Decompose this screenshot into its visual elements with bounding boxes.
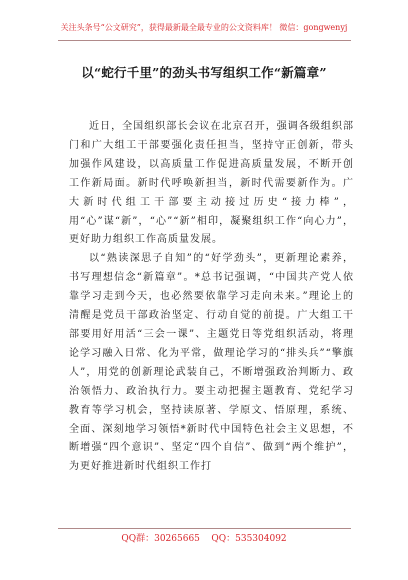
qq-label: QQ： [211, 534, 236, 544]
footer-divider [58, 528, 351, 529]
qq-group-number: 30265665 [154, 534, 200, 544]
header-divider [58, 40, 351, 41]
qq-group-label: QQ群： [121, 534, 155, 544]
body-paragraph-1: 近日，全国组织部长会议在北京召开，强调各级组织部门和广大组工干部要强化责任担当，坚持守正创新，带头加强作风建设，以高质量工作促进高质量发展，不断开创工作新局面。新时代呼唤新担当，新时代需要新作为。广大新时代组工干部要主动接过历史“接力棒”，用“心”谋“新”，“心”“新”相印，凝聚组织工作“向心力”，更好助力组织工作高质量发展。 [69, 121, 354, 246]
footer-contact [0, 532, 408, 546]
document-title: 以“蛇行千里”的劲头书写组织工作“新篇章” [81, 65, 327, 80]
qq-number: 535304092 [235, 534, 287, 544]
body-paragraph-2: 以“熟读深思子自知”的“好学劲头”，更新理论素养，书写理想信念“新篇章”。*总书记强调，“中国共产党人依靠学习走到今天，也必然要依靠学习走向未来。”理论上的清醒是党员干部政治坚定、行动自觉的前提。广大组工干部要用好用活“三会一课”、主题党日等党组织活动，将理论学习融入日常、化为平常，做理论学习的“排头兵”“擎旗人”，用党的创新理论武装自己，不断增强政治判断力、政治领悟力、政治执行力。要主动把握主题教育、党纪学习教育等学习机会，坚持读原著、学原文、悟原理，系统、全面、深刻地学习领悟*新时代中国特色社会主义思想，不断增强“四个意识”、坚定“四个自信”、做到“两个维护”，为更好推进新时代组织工作打 [69, 253, 354, 473]
document-body [69, 118, 354, 477]
header-promo-note: 关注头条号“公文研究”，获得最新最全最专业的公文资料库！ 微信：gongwenyj [60, 23, 348, 32]
